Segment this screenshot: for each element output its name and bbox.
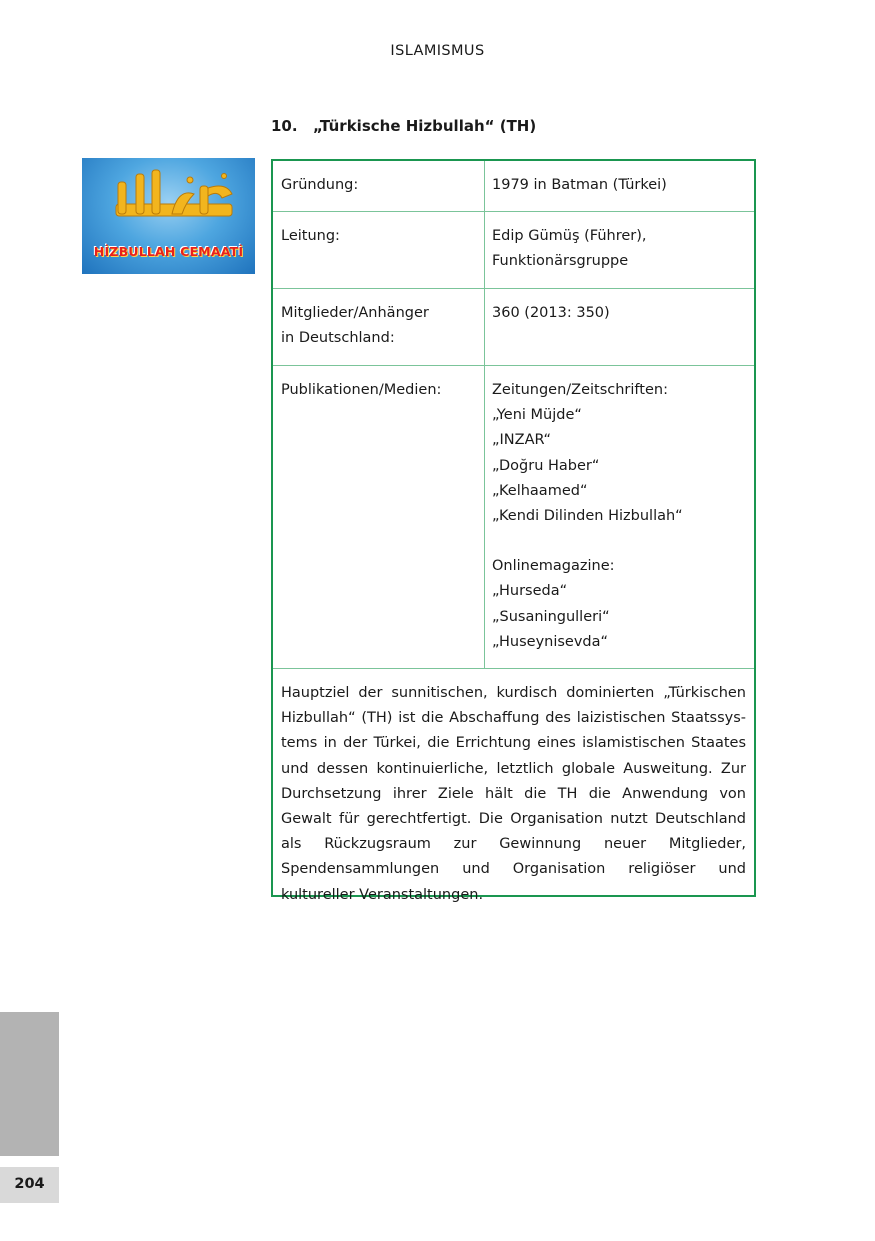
online-item: „Susaningulleri“ <box>492 608 610 625</box>
founding-label: Gründung: <box>273 161 485 211</box>
row-members <box>273 289 754 366</box>
online-item: „Huseynisevda“ <box>492 633 609 650</box>
online-heading: Onlinemagazine: <box>492 558 615 575</box>
chapter-tab <box>0 1012 59 1156</box>
summary-paragraph: Hauptziel der sunnitischen, kurdisch dominierten „Türkischen Hizbullah“ (TH) ist die Abschaffung des laizistischen Staatssystems in der Türkei, die Errichtung eines islamistischen Staates und dessen kontinuierliche, letztlich globale Ausweitung. Zur Durchsetzung ihrer Ziele hält die TH die Anwendung von Gewalt für gerechtfertigt. Die Organisation nutzt Deutschland als Rückzugsraum zur Gewinnung neuer Mitglieder, Spendensammlungen und Organisation religiöser und kultureller Veranstaltungen. <box>281 685 746 903</box>
list-spacer <box>492 529 746 554</box>
row-founding <box>273 161 754 212</box>
members-value: 360 (2013: 350) <box>492 305 610 321</box>
publication-item: „Kendi Dilinden Hizbullah“ <box>492 508 683 525</box>
leadership-line: Funktionärsgruppe <box>492 253 629 270</box>
publication-item: „Yeni Müjde“ <box>492 407 582 424</box>
running-header: ISLAMISMUS <box>390 43 485 59</box>
founding-value: 1979 in Batman (Türkei) <box>492 177 667 193</box>
publications-value <box>485 366 754 668</box>
section-number: 10. <box>271 117 298 135</box>
leadership-label: Leitung: <box>273 212 485 288</box>
logo-caption: HİZBULLAH CEMAATİ <box>93 244 244 259</box>
leadership-value <box>485 212 754 288</box>
publication-item: „Kelhaamed“ <box>492 482 588 499</box>
row-leadership <box>273 212 754 289</box>
members-label-line: Mitglieder/Anhänger <box>281 305 429 321</box>
leadership-line: Edip Gümüş (Führer), <box>492 228 647 244</box>
row-publications <box>273 366 754 669</box>
publication-item: „Doğru Haber“ <box>492 457 600 474</box>
online-item: „Hurseda“ <box>492 583 568 600</box>
print-heading: Zeitungen/Zeitschriften: <box>492 382 668 398</box>
members-label <box>273 289 485 365</box>
members-label-line: in Deutschland: <box>281 330 395 347</box>
page-number: 204 <box>0 1167 59 1203</box>
publication-item: „INZAR“ <box>492 432 552 449</box>
fact-table <box>271 159 756 903</box>
section-title: „Türkische Hizbullah“ (TH) <box>313 117 537 135</box>
section-heading <box>271 117 536 135</box>
organization-logo <box>82 158 255 274</box>
publications-label: Publikationen/Medien: <box>273 366 485 668</box>
